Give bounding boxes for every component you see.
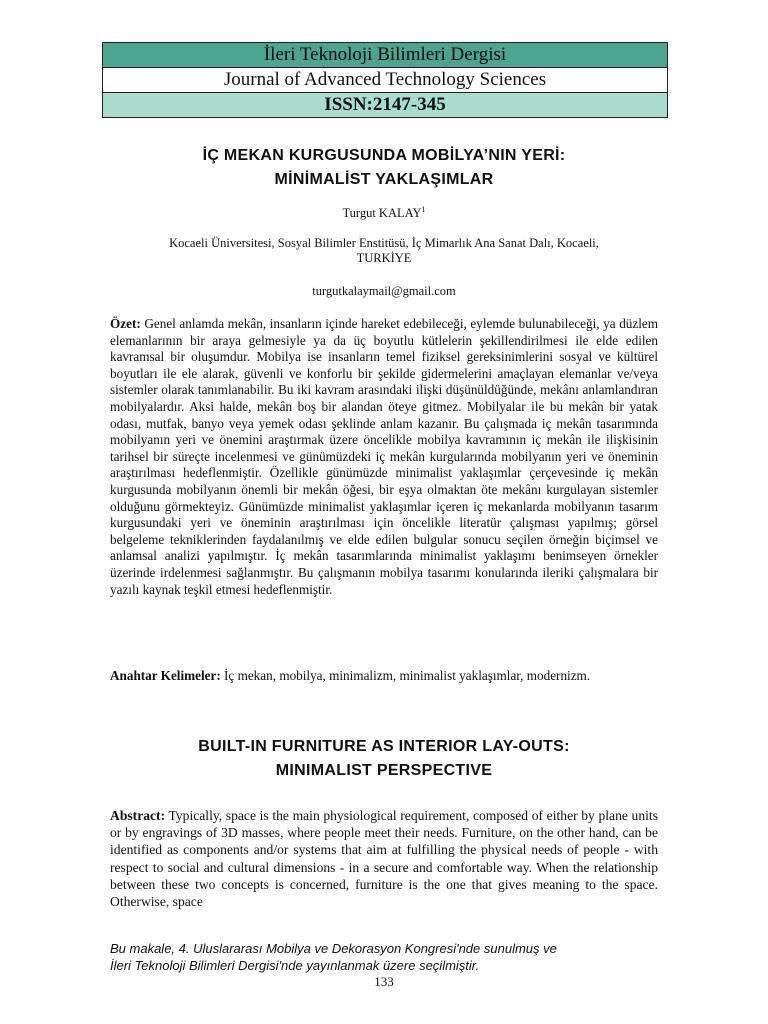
ozet-label: Özet: [110, 316, 141, 331]
abstract-paragraph [110, 807, 658, 910]
author-footnote-marker: 1 [421, 205, 426, 214]
footnote-line1: Bu makale, 4. Uluslararası Mobilya ve Dekorasyon Kongresi'nde sunulmuş ve [110, 941, 557, 956]
title-en-line2: MINIMALIST PERSPECTIVE [275, 762, 493, 779]
footnote-line2: İleri Teknoloji Bilimleri Dergisi'nde yayınlanmak üzere seçilmiştir. [110, 958, 480, 973]
title-en-line1: BUILT-IN FURNITURE AS INTERIOR LAY-OUTS: [198, 738, 570, 755]
affiliation-line2: TURKİYE [356, 251, 412, 265]
author-line [100, 205, 668, 221]
journal-title-en: Journal of Advanced Technology Sciences [103, 68, 667, 93]
journal-header [102, 42, 668, 118]
article-title-en [100, 735, 668, 783]
keywords-paragraph [110, 668, 658, 685]
journal-title-tr: İleri Teknoloji Bilimleri Dergisi [103, 43, 667, 68]
author-name: Turgut KALAY [342, 206, 422, 221]
article-title-tr [100, 144, 668, 192]
abstract-label: Abstract: [110, 808, 166, 823]
author-email[interactable]: turgutkalaymail@gmail.com [312, 284, 456, 298]
keywords-text: İç mekan, mobilya, minimalizm, minimalist yaklaşımlar, modernizm. [224, 668, 591, 683]
author-affiliation [130, 236, 638, 266]
title-tr-line2: MİNİMALİST YAKLAŞIMLAR [274, 171, 494, 188]
keywords-label: Anahtar Kelimeler: [110, 668, 221, 683]
publication-footnote [110, 940, 670, 974]
ozet-paragraph [110, 316, 658, 598]
journal-issn: ISSN:2147-345 [103, 93, 667, 117]
title-tr-line1: İÇ MEKAN KURGUSUNDA MOBİLYA’NIN YERİ: [202, 147, 566, 164]
page-number: 133 [374, 974, 394, 989]
ozet-text: Genel anlamda mekân, insanların içinde hareket edebileceği, eylemde bulunabileceği, ya düzlem elemanlarının bir araya gelmesiyle ya da üç boyutlu kütlelerin şekillendirilmesi ile elde edilen kavramsal bir oluşumdur. Mobilya ise insanların temel fiziksel gereksinimlerini sosyal ve kültürel boyutları ile ele alarak, güvenli ve konforlu bir şekilde gidermelerini amaçlayan elemanlar ve/veya sistemler olarak tanımlanabilir. Bu iki kavram arasındaki ilişki düşünüldüğünde, mekânı anlamlandıran mobilyalardır. Aksi halde, mekân boş bir alandan öteye gitmez. Mobilyalar ile bu mekân bir yatak odası, mutfak, banyo veya yemek odası şeklinde anlam kazanır. Bu çalışmada iç mekân tasarımında mobilyanın yeri ve önemini araştırmak üzere öncelikle mobilya kavramının iç mekân ile ilişkisinin tarihsel bir süreçte incelenmesi ve günümüzdeki iç mekân kurgularında mobilyanın yeri ve öneminin araştırılması hedeflenmiştir. Özellikle günümüzde minimalist yaklaşımlar çerçevesinde iç mekân kurgusunda mobilyanın önemli bir mekân öğesi, bir eşya olmaktan öte mekânı kurgulayan sistemler olduğunu görmekteyiz. Günümüzde minimalist yaklaşımlar içeren iç mekanlarda mobilyanın tasarım kurgusundaki yeri ve öneminin araştırılması için öncelikle literatür çalışması yapılmış; görsel belgeleme tekniklerinden faydalanılmış ve elde edilen bulgular sonucu seçilen örneğin biçimsel ve anlamsal analizi yapılmıştır. İç mekân tasarımlarında minimalist yaklaşımı benimseyen örnekler üzerinde irdelenmesi sağlanmıştır. Bu çalışmanın mobilya tasarımı konularında ileriki çalışmalara bir yazılı kaynak teşkil etmesi hedeflenmiştir. [110, 316, 659, 597]
abstract-text: Typically, space is the main physiological requirement, composed of either by plane units or by engravings of 3D masses, where people meet their needs. Furniture, on the other hand, can be identified as components and/or systems that aim at fulfilling the physical needs of people - with respect to social and cultural dimensions - in a secure and comfortable way. When the relationship between these two concepts is concerned, furniture is the one that gives meaning to the space. Otherwise, space [110, 808, 658, 910]
affiliation-line1: Kocaeli Üniversitesi, Sosyal Bilimler Enstitüsü, İç Mimarlık Ana Sanat Dalı, Kocaeli, [169, 236, 599, 250]
